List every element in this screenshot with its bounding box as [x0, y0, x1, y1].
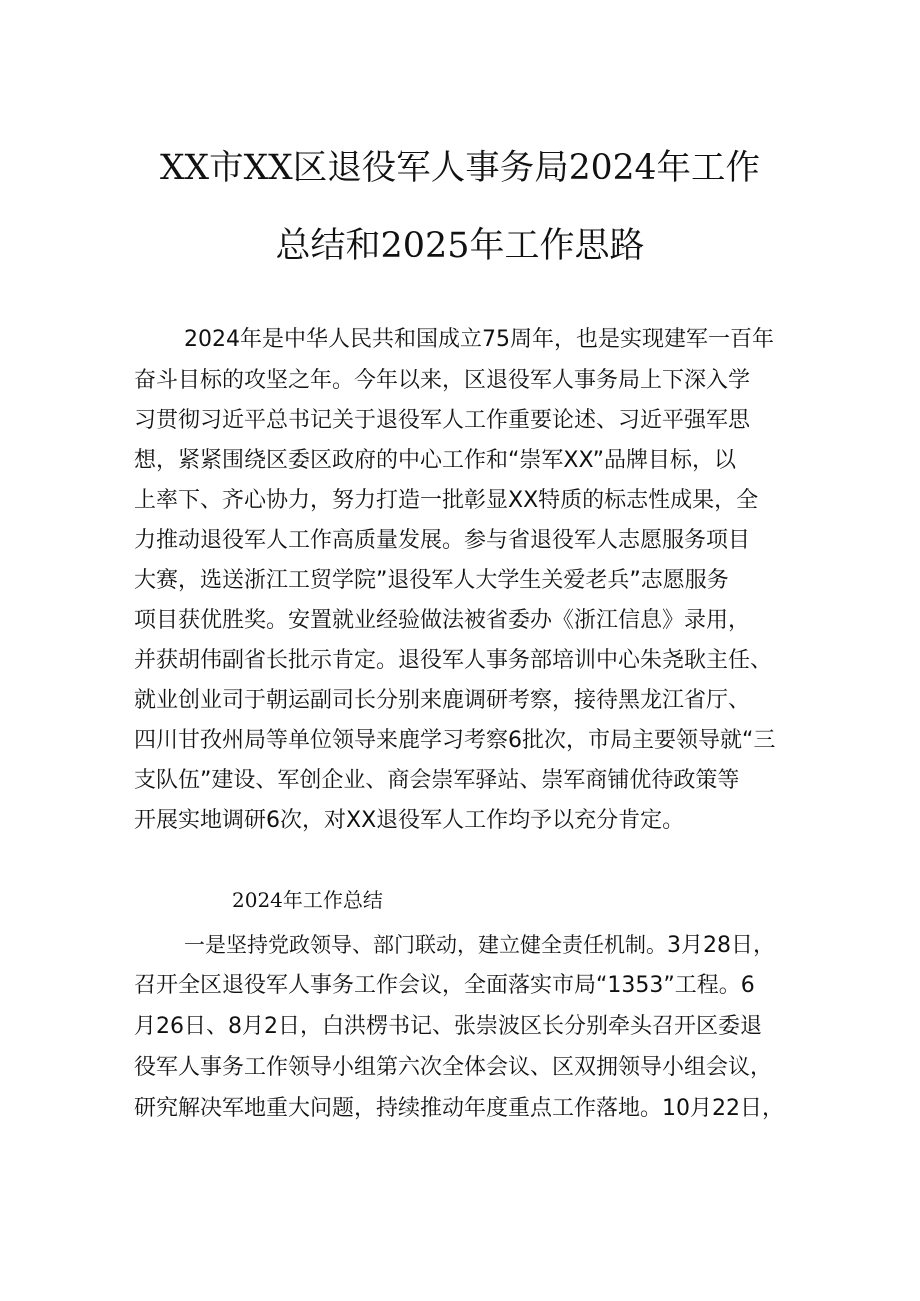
- section-1-line: 3月28日，: [667, 933, 775, 958]
- intro-line: 力推动退役军人工作高质量发展。参与省退役军人志愿服务项目: [134, 528, 751, 553]
- intro-line: 奋斗目标的攻坚之年。今年以来，区退役军人事务局上下深入学: [134, 368, 751, 393]
- intro-line: 就业创业司于朝运副司长分别来鹿调研考察，接待黑龙江省厅、: [134, 688, 751, 713]
- intro-line: 大赛，选送浙江工贸学院”退役军人大学生关爱老兵”志愿服务: [134, 568, 729, 593]
- intro-line: 并获胡伟副省长批示肯定。退役军人事务部培训中心朱尧耿主任、: [134, 648, 773, 673]
- intro-line: 四川甘孜州局等单位领导来鹿学习考察6批次，市局主要领导就“三: [134, 728, 776, 753]
- section-1-lead: 一是坚持党政领导、部门联动，建立健全责任机制。: [184, 933, 667, 957]
- document-title-line-1: XX市XX区退役军人事务局2024年工作: [159, 148, 761, 188]
- intro-line: 项目获优胜奖。安置就业经验做法被省委办《浙江信息》录用，: [134, 608, 751, 633]
- section-1-line: 召开全区退役军人事务工作会议，全面落实市局“1353”工程。6: [134, 973, 755, 998]
- intro-line: 开展实地调研6次，对XX退役军人工作均予以充分肯定。: [134, 808, 685, 833]
- intro-line: 想，紧紧围绕区委区政府的中心工作和“崇军XX”品牌目标，以: [134, 448, 737, 473]
- intro-line: 2024年是中华人民共和国成立75周年，也是实现建军一百年: [184, 327, 774, 352]
- intro-line: 习贯彻习近平总书记关于退役军人工作重要论述、习近平强军思: [134, 408, 751, 433]
- intro-line: 支队伍”建设、军创企业、商会崇军驿站、崇军商铺优待政策等: [134, 768, 740, 793]
- section-heading: 2024年工作总结: [232, 888, 383, 912]
- section-1-first-line: [184, 930, 775, 961]
- intro-line: 上率下、齐心协力，努力打造一批彰显XX特质的标志性成果，全: [134, 488, 759, 513]
- section-1-line: 月26日、8月2日，白洪楞书记、张崇波区长分别牵头召开区委退: [134, 1014, 762, 1039]
- document-title-line-2: 总结和2025年工作思路: [275, 226, 645, 266]
- section-1-line: 研究解决军地重大问题，持续推动年度重点工作落地。10月22日，: [134, 1096, 784, 1121]
- section-1-line: 役军人事务工作领导小组第六次全体会议、区双拥领导小组会议，: [134, 1055, 773, 1080]
